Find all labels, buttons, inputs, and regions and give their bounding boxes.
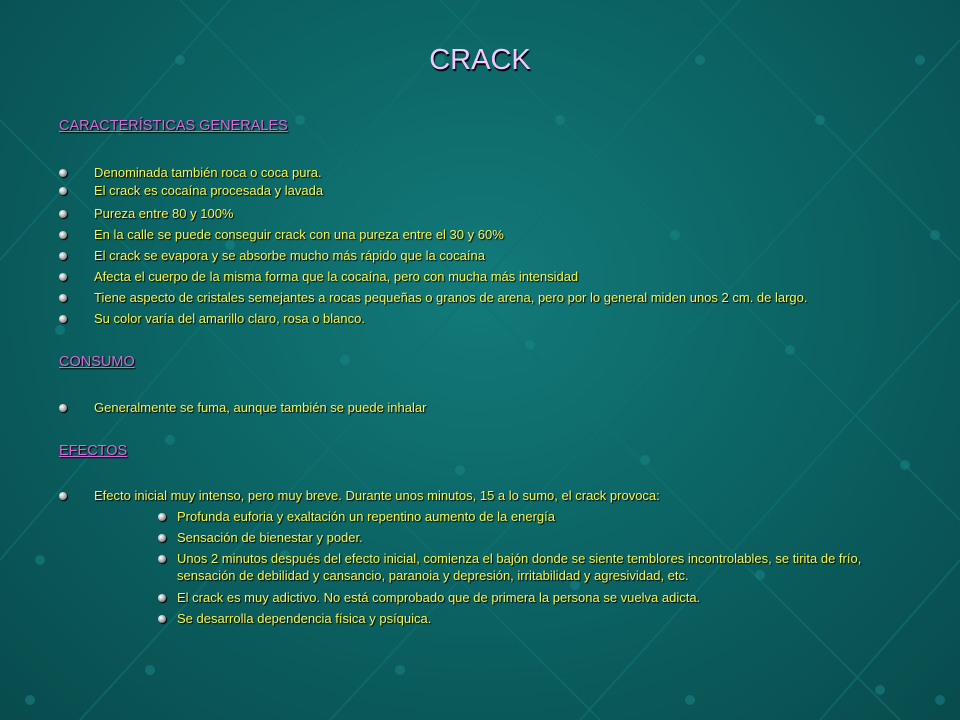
sub-list-item: Se desarrolla dependencia física y psíquica. [177, 611, 432, 626]
list-item: El crack se evapora y se absorbe mucho más rápido que la cocaína [94, 248, 485, 263]
sub-list-item: Profunda euforia y exaltación un repentino aumento de la energía [177, 509, 555, 524]
bullet-icon [59, 492, 67, 500]
bullet-icon [59, 210, 67, 218]
heading-efectos: EFECTOS [59, 443, 128, 459]
heading-general: CARACTERÍSTICAS GENERALES [59, 118, 288, 134]
bullet-icon [59, 252, 67, 260]
bullet-icon [158, 555, 166, 563]
list-item: Denominada también roca o coca pura. [94, 165, 322, 180]
bullet-icon [158, 615, 166, 623]
bullet-icon [59, 273, 67, 281]
list-item: Afecta el cuerpo de la misma forma que la cocaína, pero con mucha más intensidad [94, 269, 579, 284]
slide-title: CRACK [429, 44, 531, 76]
list-item: En la calle se puede conseguir crack con una pureza entre el 30 y 60% [94, 227, 504, 242]
bullet-icon [158, 594, 166, 602]
list-item: El crack es cocaína procesada y lavada [94, 183, 324, 198]
bullet-icon [59, 294, 67, 302]
bullet-icon [59, 231, 67, 239]
sub-list-item: Sensación de bienestar y poder. [177, 530, 363, 545]
bullet-icon [158, 534, 166, 542]
list-item: Su color varía del amarillo claro, rosa o blanco. [94, 311, 365, 326]
list-item: Pureza entre 80 y 100% [94, 206, 234, 221]
bullet-icon [158, 513, 166, 521]
bullet-icon [59, 315, 67, 323]
heading-consumo: CONSUMO [59, 354, 135, 370]
list-item: Efecto inicial muy intenso, pero muy breve. Durante unos minutos, 15 a lo sumo, el crack provoca: [94, 488, 660, 503]
sub-list-item: El crack es muy adictivo. No está comprobado que de primera la persona se vuelva adicta. [177, 590, 701, 605]
bullet-icon [59, 187, 67, 195]
list-item: Generalmente se fuma, aunque también se puede inhalar [94, 400, 427, 415]
list-item: Tiene aspecto de cristales semejantes a rocas pequeñas o granos de arena, pero por lo general miden unos 2 cm. de largo. [94, 290, 808, 305]
bullet-icon [59, 169, 67, 177]
sub-list-item: Unos 2 minutos después del efecto inicial, comienza el bajón donde se siente temblores incontrolables, se tirita de frío, sensación de debilidad y cansancio, paranoia y depresión, irritabilidad y agresividad, etc. [177, 551, 862, 583]
bullet-icon [59, 404, 67, 412]
